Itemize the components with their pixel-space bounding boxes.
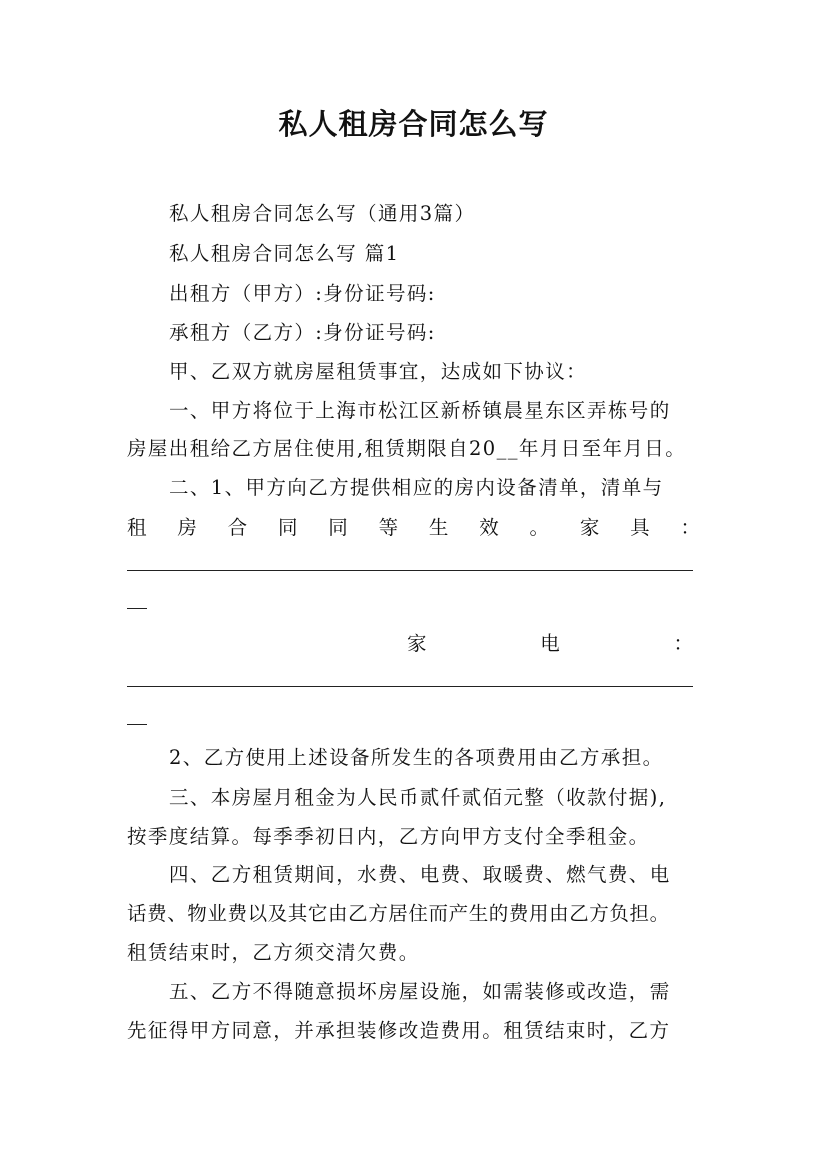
paragraph-clause-5-line-2: 先征得甲方同意，并承担装修改造费用。租赁结束时，乙方 [127, 1019, 671, 1042]
clause-2-line-2-char: 房 [177, 516, 197, 539]
furniture-blank-line [127, 570, 693, 571]
clause-2-line-2-char: 效 [479, 516, 499, 539]
paragraph-clause-1-line-2: 房屋出租给乙方居住使用,租赁期限自20__年月日至年月日。 [127, 437, 687, 460]
paragraph-agreement-intro: 甲、乙双方就房屋租赁事宜，达成如下协议： [169, 360, 588, 383]
document-title: 私人租房合同怎么写 [278, 107, 549, 141]
appliances-label-char: ： [673, 632, 693, 655]
clause-2-line-2-char: 。 [529, 516, 550, 539]
clause-2-line-2-char: ： [680, 516, 700, 539]
appliances-label-char: 电 [540, 632, 560, 655]
clause-2-line-2-char: 具 [630, 516, 650, 539]
clause-2-line-2-char: 生 [428, 516, 449, 539]
clause-2-line-2-char: 家 [579, 516, 600, 539]
paragraph-clause-3-line-1: 三、本房屋月租金为人民币贰仟贰佰元整（收款付据), [169, 786, 667, 809]
appliances-label-char: 家 [407, 632, 427, 655]
clause-2-line-2-char: 租 [127, 516, 147, 539]
appliances-label-line [407, 628, 693, 656]
paragraph-clause-4-line-3: 租赁结束时，乙方须交清欠费。 [127, 941, 420, 964]
paragraph-clause-5-line-1: 五、乙方不得随意损坏房屋设施，如需装修或改造，需 [169, 980, 671, 1003]
paragraph-section-heading: 私人租房合同怎么写 篇1 [169, 242, 400, 265]
clause-2-line-2-char: 同 [328, 516, 348, 539]
clause-2-line-2-char: 合 [227, 516, 248, 539]
paragraph-clause-1-line-1: 一、甲方将位于上海市松江区新桥镇晨星东区弄栋号的 [169, 399, 671, 422]
furniture-blank-line-end [127, 608, 147, 609]
paragraph-clause-4-line-2: 话费、物业费以及其它由乙方居住而产生的费用由乙方负担。 [127, 902, 670, 925]
paragraph-clause-2-line-1: 二、1、甲方向乙方提供相应的房内设备清单，清单与 [169, 476, 664, 499]
paragraph-clause-2-line-2 [127, 512, 700, 540]
paragraph-lessee: 承租方（乙方）:身份证号码: [169, 321, 436, 344]
paragraph-subtitle: 私人租房合同怎么写（通用3篇） [169, 202, 476, 225]
paragraph-lessor: 出租方（甲方）:身份证号码: [169, 282, 436, 305]
paragraph-clause-2-2: 2、乙方使用上述设备所发生的各项费用由乙方承担。 [169, 746, 664, 769]
paragraph-clause-4-line-1: 四、乙方租赁期间，水费、电费、取暖费、燃气费、电 [169, 863, 671, 886]
appliances-blank-line [127, 686, 693, 687]
clause-2-line-2-char: 同 [277, 516, 298, 539]
clause-2-line-2-char: 等 [378, 516, 399, 539]
appliances-blank-line-end [127, 724, 147, 725]
paragraph-clause-3-line-2: 按季度结算。每季季初日内，乙方向甲方支付全季租金。 [127, 825, 650, 848]
